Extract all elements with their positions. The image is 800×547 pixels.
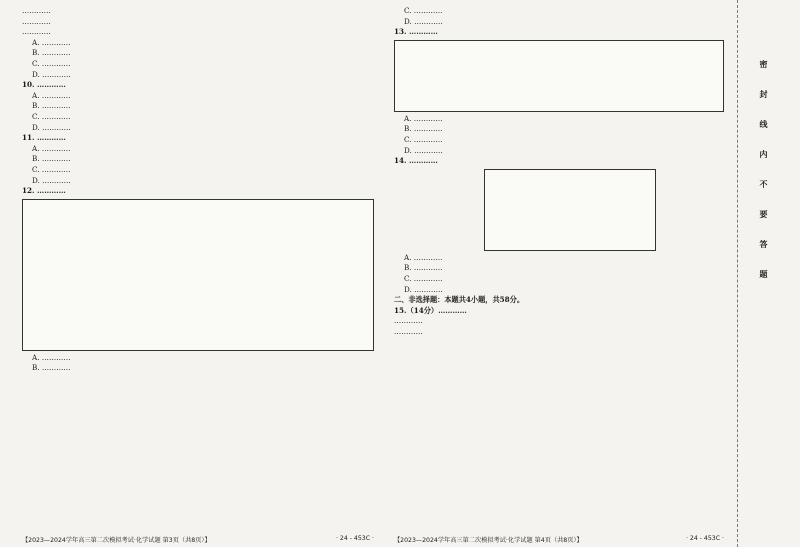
option-d: D. ………… bbox=[32, 69, 71, 79]
question-11: 11. ………… bbox=[22, 133, 66, 143]
q13-option-b: B. ………… bbox=[404, 124, 443, 134]
footer-code: · 24 - 453C · bbox=[685, 535, 724, 542]
question-12: 12. ………… bbox=[22, 186, 66, 196]
right-footer bbox=[394, 535, 724, 544]
q11-option-d: D. ………… bbox=[32, 175, 71, 185]
left-footer bbox=[22, 535, 374, 544]
option-a: A. ………… bbox=[32, 37, 71, 47]
footer-text: 【2023—2024学年高三第二次模拟考试·化学试题 第3页（共8页）】 bbox=[22, 537, 211, 544]
q13-option-d: D. ………… bbox=[404, 145, 443, 155]
px-ph-graph-figure bbox=[484, 169, 656, 251]
q11-option-b: B. ………… bbox=[32, 154, 71, 164]
text-line: ………… bbox=[394, 316, 423, 326]
q10-option-c: C. ………… bbox=[32, 111, 71, 121]
q12-option-b: B. ………… bbox=[32, 363, 71, 373]
q14-option-a: A. ………… bbox=[404, 252, 443, 262]
question-15: 15.（14分）………… bbox=[394, 305, 467, 315]
q10-option-b: B. ………… bbox=[32, 101, 71, 111]
section-heading: 二、非选择题：本题共4小题，共58分。 bbox=[394, 295, 525, 305]
q11-option-a: A. ………… bbox=[32, 143, 71, 153]
q12-option-c: C. ………… bbox=[404, 6, 443, 15]
text-line: ………… bbox=[22, 6, 51, 15]
q14-option-c: C. ………… bbox=[404, 273, 443, 283]
option-c: C. ………… bbox=[32, 58, 71, 68]
q14-option-b: B. ………… bbox=[404, 263, 443, 273]
q14-option-d: D. ………… bbox=[404, 284, 443, 294]
q13-option-c: C. ………… bbox=[404, 134, 443, 144]
text-line: ………… bbox=[22, 16, 51, 26]
q12-option-a: A. ………… bbox=[32, 352, 71, 362]
q10-option-a: A. ………… bbox=[32, 90, 71, 100]
option-b: B. ………… bbox=[32, 48, 71, 58]
q13-option-a: A. ………… bbox=[404, 113, 443, 123]
q12-option-d: D. ………… bbox=[404, 16, 443, 26]
q11-option-c: C. ………… bbox=[32, 164, 71, 174]
question-10: 10. ………… bbox=[22, 80, 66, 90]
seal-line-margin bbox=[737, 0, 800, 547]
text-line: ………… bbox=[22, 27, 51, 37]
catalytic-cycle-figure bbox=[22, 199, 374, 351]
footer-code: · 24 - 453C · bbox=[335, 535, 374, 542]
footer-text: 【2023—2024学年高三第二次模拟考试·化学试题 第4页（共8页）】 bbox=[394, 537, 583, 544]
text-line: ………… bbox=[394, 326, 423, 336]
question-13: 13. ………… bbox=[394, 27, 438, 37]
q10-option-d: D. ………… bbox=[32, 122, 71, 132]
seal-line-warning: 密封线内不要答题 bbox=[759, 60, 768, 300]
question-14: 14. ………… bbox=[394, 156, 438, 166]
cell-diagram-figure bbox=[394, 40, 724, 112]
left-page bbox=[22, 6, 374, 531]
right-page bbox=[394, 6, 724, 531]
